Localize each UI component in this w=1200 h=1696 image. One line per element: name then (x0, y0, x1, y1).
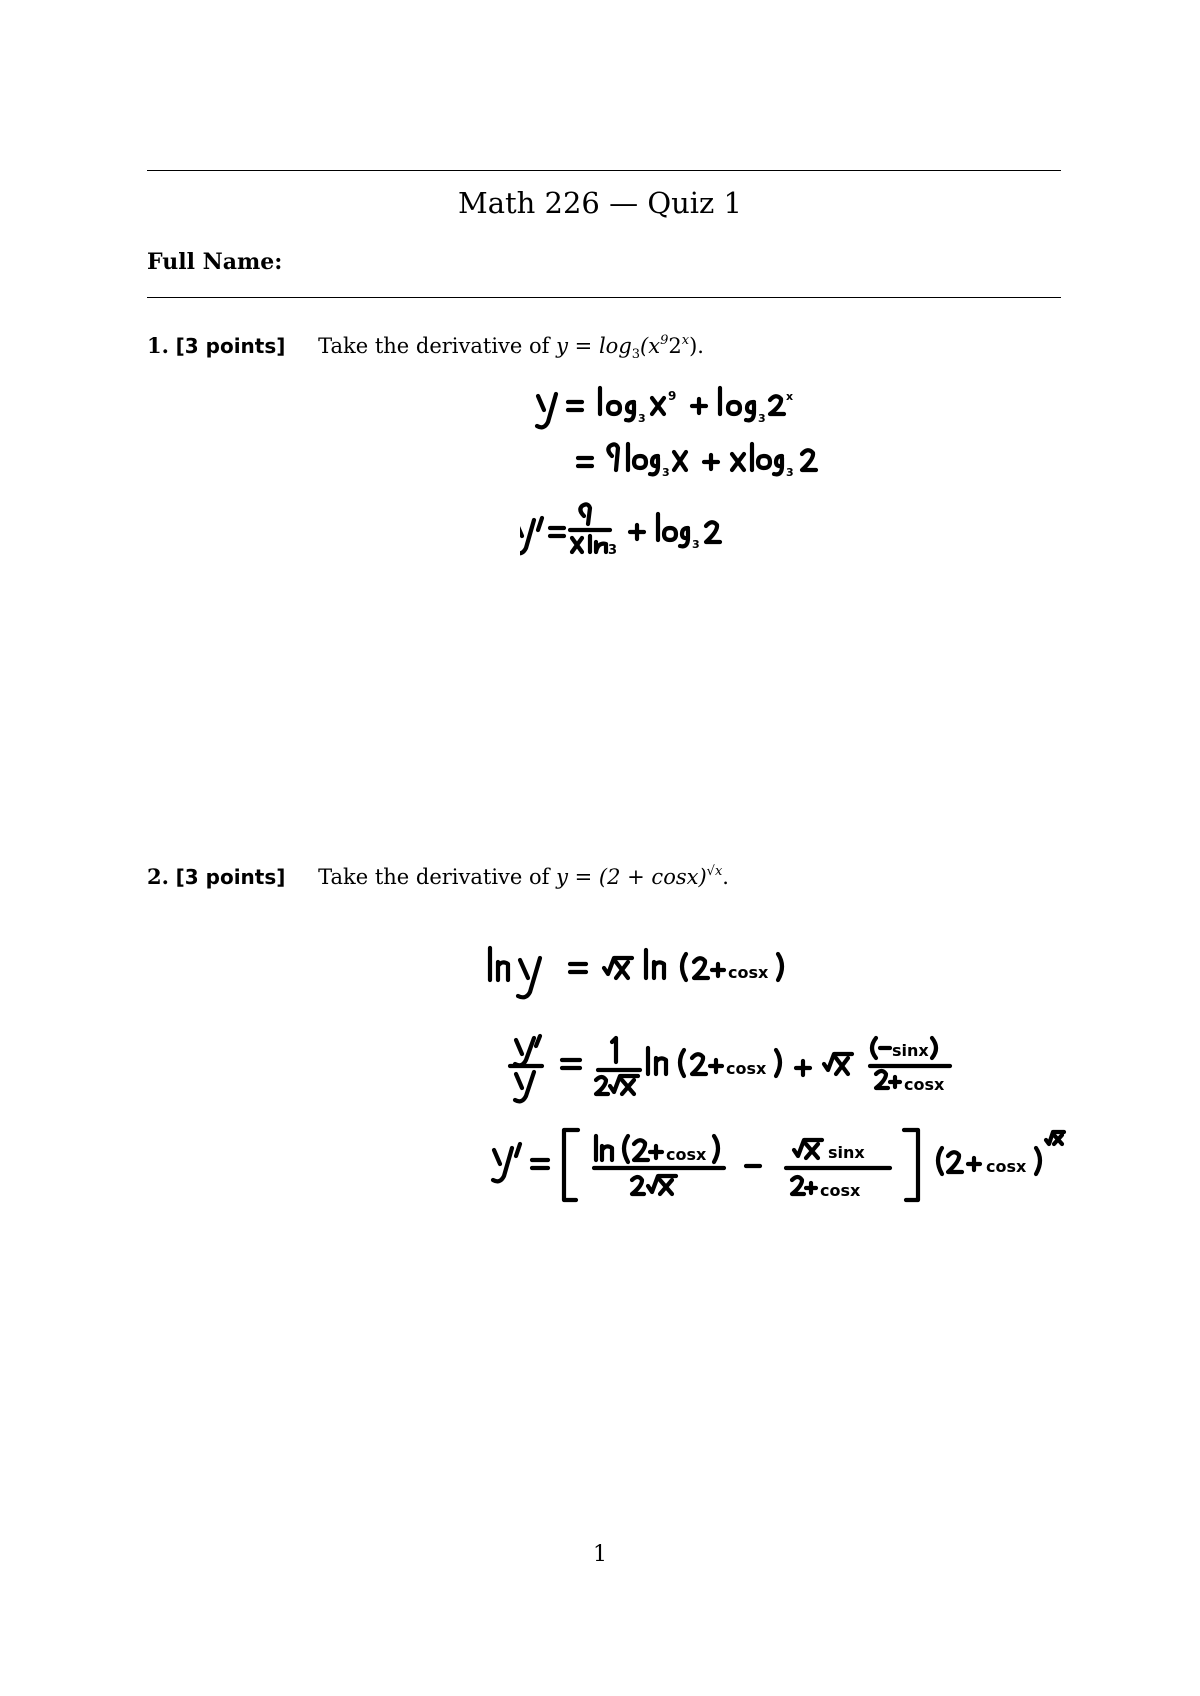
svg-text:9: 9 (668, 389, 677, 403)
svg-text:3: 3 (692, 538, 700, 551)
problem-2-points: [3 points] (175, 865, 286, 889)
svg-text:cosx: cosx (904, 1075, 945, 1094)
problem-1-handwritten-work (520, 380, 840, 580)
svg-text:3: 3 (662, 466, 670, 479)
problem-1-prompt: Take the derivative of (318, 334, 550, 358)
svg-text:x: x (786, 390, 794, 403)
problem-1-statement (147, 333, 704, 362)
svg-text:3: 3 (608, 543, 618, 558)
problem-2-work-line-1 (490, 948, 782, 997)
problem-1-work-line-3 (520, 504, 720, 558)
svg-text:cosx: cosx (726, 1059, 767, 1078)
svg-text:3: 3 (638, 412, 646, 425)
problem-2-work-line-2 (510, 1036, 950, 1101)
header-bottom-rule (147, 297, 1061, 298)
svg-text:cosx: cosx (666, 1145, 707, 1164)
svg-text:cosx: cosx (986, 1157, 1027, 1176)
problem-1-points: [3 points] (175, 334, 286, 358)
svg-text:cosx: cosx (820, 1181, 861, 1200)
svg-text:sinx: sinx (892, 1041, 929, 1060)
problem-2-statement (147, 864, 729, 889)
problem-1-math: $y = \log_3(x^92^x)$. (556, 333, 704, 363)
problem-1-number: 1. (147, 333, 169, 358)
svg-text:sinx: sinx (828, 1143, 865, 1162)
svg-text:3: 3 (786, 466, 794, 479)
svg-text:cosx: cosx (728, 963, 769, 982)
page-number: 1 (593, 1542, 607, 1567)
header-top-rule (147, 170, 1061, 171)
problem-2-math: $y = (2 + \cos x)^{√x}$. (556, 864, 729, 889)
problem-2-handwritten-work (480, 930, 1140, 1260)
problem-2-prompt: Take the derivative of (318, 865, 550, 889)
problem-2-work-line-3 (493, 1130, 1064, 1200)
svg-text:3: 3 (758, 412, 766, 425)
problem-1-work-line-1 (537, 388, 793, 427)
full-name-label: Full Name: (147, 249, 283, 275)
problem-2-number: 2. (147, 864, 169, 889)
quiz-title: Math 226 — Quiz 1 (458, 186, 742, 220)
problem-1-work-line-2 (578, 444, 816, 479)
